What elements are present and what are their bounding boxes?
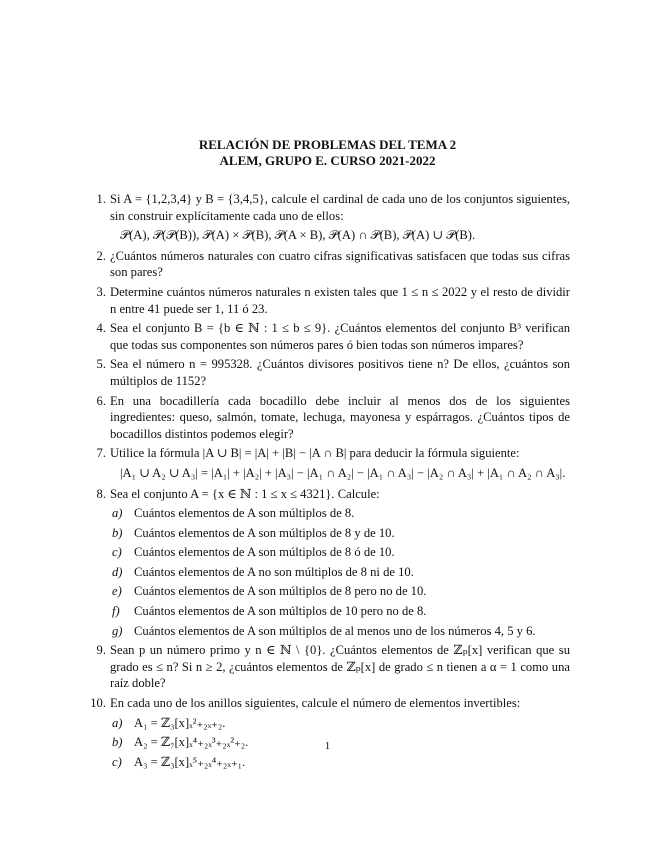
subitem-text: A₁ = ℤ₃[x]ₓ²₊₂ₓ₊₂. [134, 715, 226, 730]
subitem-text: Cuántos elementos de A son múltiplos de 8 ó de 10. [134, 545, 395, 560]
subitem [110, 754, 570, 771]
subitem-label: f) [112, 604, 120, 619]
subitem [110, 544, 570, 561]
subitem-label: g) [112, 623, 123, 638]
problem-number: 2. [96, 248, 106, 263]
subitem-label: c) [112, 545, 122, 560]
subitem-label: c) [112, 754, 122, 769]
problem-text: En una bocadillería cada bocadillo debe incluir al menos dos de los siguientes ingredientes: queso, salmón, tomate, lechuga, mayonesa y espárragos. ¿Cuántos tipos de bocadillos distintos podemos elegir? [110, 393, 570, 441]
problem-10 [86, 695, 570, 770]
subitem [110, 505, 570, 522]
subitem [110, 623, 570, 640]
subitem-label: a) [112, 506, 123, 521]
subitem-label: e) [112, 584, 122, 599]
subitem-label: d) [112, 564, 123, 579]
subitem-text: A₂ = ℤ₇[x]ₓ⁴₊₂ₓ³₊₂ₓ²₊₂. [134, 735, 249, 750]
problem-text: En cada uno de los anillos siguientes, calcule el número de elementos invertibles: [110, 696, 521, 711]
problem-number: 7. [96, 446, 106, 461]
subitem-text: Cuántos elementos de A son múltiplos de al menos uno de los números 4, 5 y 6. [134, 623, 536, 638]
problem-formula: |A₁ ∪ A₂ ∪ A₃| = |A₁| + |A₂| + |A₃| − |A₁ ∩ A₂| − |A₁ ∩ A₃| − |A₂ ∩ A₃| + |A₁ ∩ A₂ ∩ A₃|. [120, 465, 566, 480]
subitem-text: Cuántos elementos de A no son múltiplos de 8 ni de 10. [134, 564, 414, 579]
problem-text: Sea el conjunto B = {b ∈ ℕ : 1 ≤ b ≤ 9}. ¿Cuántos elementos del conjunto B³ verifican que todas sus componentes son números pares ó bien todas son números impares? [110, 321, 570, 352]
problem-number: 6. [96, 393, 106, 408]
problem-2 [86, 248, 570, 281]
subitem-label: b) [112, 735, 123, 750]
subitem [110, 603, 570, 620]
problem-formula: 𝒫(A), 𝒫(𝒫(B)), 𝒫(A) × 𝒫(B), 𝒫(A × B), 𝒫(A) ∩ 𝒫(B), 𝒫(A) ∪ 𝒫(B). [120, 228, 476, 243]
subitem [110, 715, 570, 732]
problem-text: Si A = {1,2,3,4} y B = {3,4,5}, calcule el cardinal de cada uno de los conjuntos siguientes, sin construir explícitamente cada uno de ellos: [110, 192, 570, 223]
subitem [110, 583, 570, 600]
problem-9 [86, 642, 570, 692]
subitem-label: a) [112, 715, 123, 730]
problem-number: 8. [96, 486, 106, 501]
problem-number: 1. [96, 192, 106, 206]
problem-5 [86, 356, 570, 389]
subitem-text: Cuántos elementos de A son múltiplos de 10 pero no de 8. [134, 604, 427, 619]
problem-number: 5. [96, 357, 106, 372]
subitem-text: A₃ = ℤ₃[x]ₓ⁵₊₂ₓ⁴₊₂ₓ₊₁. [134, 754, 246, 769]
problem-number: 3. [96, 284, 106, 299]
problem-text: Determine cuántos números naturales n existen tales que 1 ≤ n ≤ 2022 y el resto de dividir n entre 41 puede ser 1, 11 ó 23. [110, 284, 570, 316]
problem-text: Sea el número n = 995328. ¿Cuántos divisores positivos tiene n? De ellos, ¿cuántos son múltiplos de 1152? [110, 357, 570, 388]
problem-4 [86, 320, 570, 353]
problem-6 [86, 393, 570, 443]
problem-text: ¿Cuántos números naturales con cuatro cifras significativas satisfacen que todas sus cifras son pares? [110, 248, 570, 280]
document-title: RELACIÓN DE PROBLEMAS DEL TEMA 2 [198, 137, 457, 152]
subitem [110, 525, 570, 542]
subitem-text: Cuántos elementos de A son múltiplos de 8 y de 10. [134, 525, 395, 540]
document-subtitle: ALEM, GRUPO E. CURSO 2021-2022 [219, 153, 436, 168]
subitem-list [110, 505, 570, 639]
page-number: 1 [324, 740, 331, 752]
subitem-label: b) [112, 525, 123, 540]
problem-number: 4. [96, 321, 106, 336]
problem-3 [86, 284, 570, 317]
problem-text: Sea el conjunto A = {x ∈ ℕ : 1 ≤ x ≤ 4321}. Calcule: [110, 486, 380, 501]
problem-1 [86, 191, 570, 244]
problem-text: Sean p un número primo y n ∈ ℕ \ {0}. ¿Cuántos elementos de ℤₚ[x] verifican que su grado es ≤ n? Si n ≥ 2, ¿cuántos elementos de ℤₚ[x] de grado ≤ n tienen a α = 1 como una raíz doble? [110, 643, 570, 691]
subitem [110, 564, 570, 581]
subitem-text: Cuántos elementos de A son múltiplos de 8 pero no de 10. [134, 584, 427, 599]
problem-8 [86, 486, 570, 640]
problem-7 [86, 445, 570, 481]
problem-list [86, 191, 570, 773]
subitem-text: Cuántos elementos de A son múltiplos de 8. [134, 506, 355, 521]
problem-number: 10. [90, 696, 106, 711]
problem-number: 9. [96, 643, 106, 658]
problem-text: Utilice la fórmula |A ∪ B| = |A| + |B| − |A ∩ B| para deducir la fórmula siguiente: [110, 446, 520, 461]
